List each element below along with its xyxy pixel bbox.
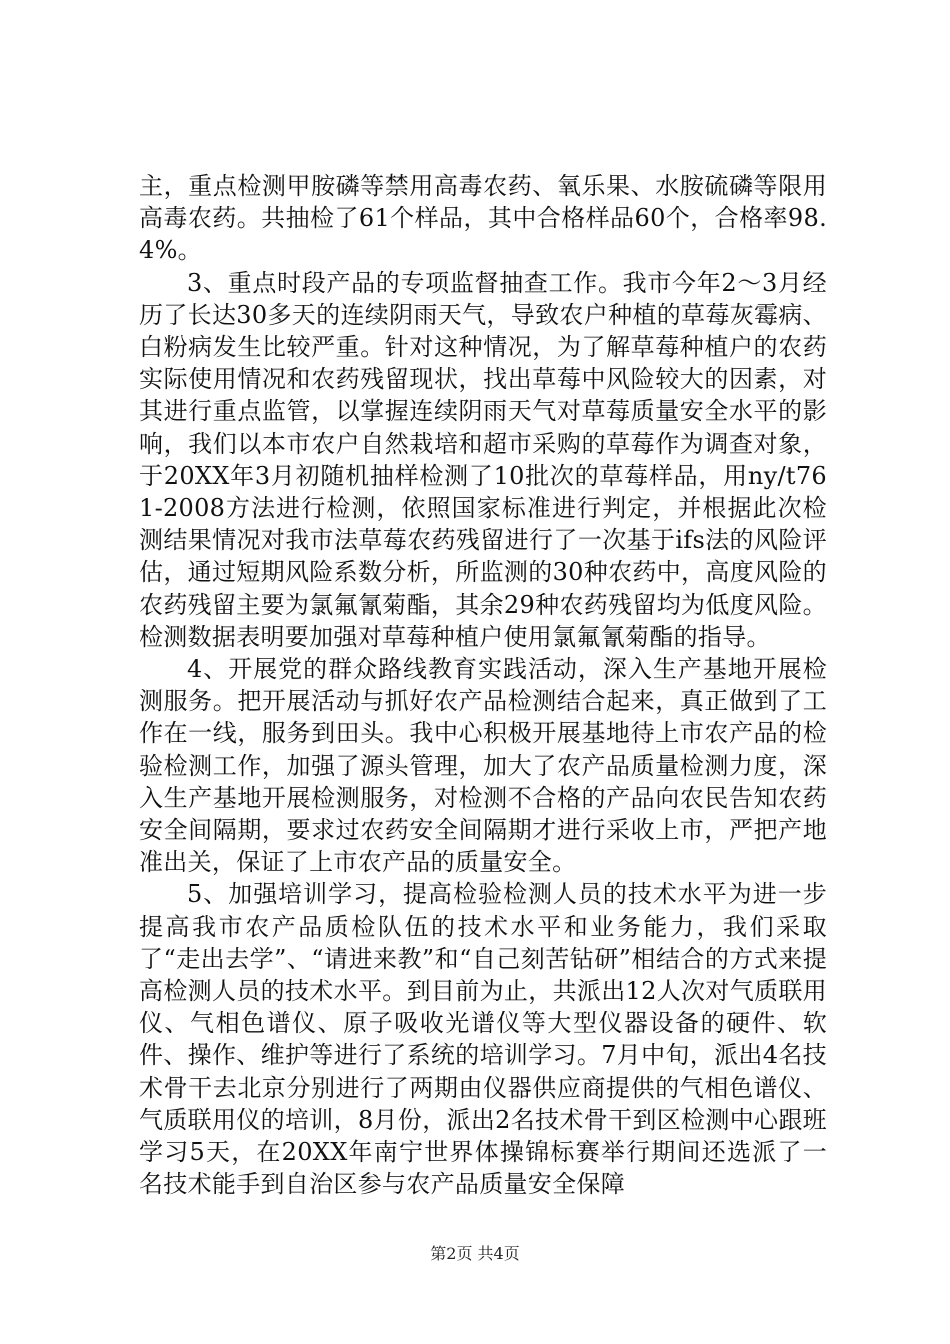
paragraph-item-4: 4、开展党的群众路线教育实践活动，深入生产基地开展检测服务。把开展活动与抓好农产品检测结合起来，真正做到了工作在一线，服务到田头。我中心积极开展基地待上市农产品的检验检测工作，加强了源头管理，加大了农产品质量检测力度，深入生产基地开展检测服务，对检测不合格的产品向农民告知农药安全间隔期，要求过农药安全间隔期才进行采收上市，严把产地准出关，保证了上市农产品的质量安全。 xyxy=(139,655,827,877)
paragraph-item-3: 3、重点时段产品的专项监督抽查工作。我市今年2～3月经历了长达30多天的连续阴雨天气，导致农户种植的草莓灰霉病、白粉病发生比较严重。针对这种情况，为了解草莓种植户的农药实际使用情况和农药残留现状，找出草莓中风险较大的因素，对其进行重点监管，以掌握连续阴雨天气对草莓质量安全水平的影响，我们以本市农户自然栽培和超市采购的草莓作为调查对象，于20XX年3月初随机抽样检测了10批次的草莓样品，用ny/t761-2008方法进行检测，依照国家标准进行判定，并根据此次检测结果情况对我市法草莓农药残留进行了一次基于ifs法的风险评估，通过短期风险系数分析，所监测的30种农药中，高度风险的农药残留主要为氯氟氰菊酯，其余29种农药残留均为低度风险。检测数据表明要加强对草莓种植户使用氯氟氰菊酯的指导。 xyxy=(139,268,827,651)
paragraph-continuation: 主，重点检测甲胺磷等禁用高毒农药、氧乐果、水胺硫磷等限用高毒农药。共抽检了61个样品，其中合格样品60个，合格率98.4%。 xyxy=(139,172,827,265)
page-footer: 第2页 共4页 xyxy=(430,1244,520,1263)
document-body xyxy=(139,170,827,1201)
paragraph-item-5: 5、加强培训学习，提高检验检测人员的技术水平为进一步提高我市农产品质检队伍的技术水平和业务能力，我们采取了“走出去学”、“请进来教”和“自己刻苦钻研”相结合的方式来提高检测人员的技术水平。到目前为止，共派出12人次对气质联用仪、气相色谱仪、原子吸收光谱仪等大型仪器设备的硬件、软件、操作、维护等进行了系统的培训学习。7月中旬，派出4名技术骨干去北京分别进行了两期由仪器供应商提供的气相色谱仪、气质联用仪的培训，8月份，派出2名技术骨干到区检测中心跟班学习5天，在20XX年南宁世界体操锦标赛举行期间还选派了一名技术能手到自治区参与农产品质量安全保障 xyxy=(139,880,827,1199)
